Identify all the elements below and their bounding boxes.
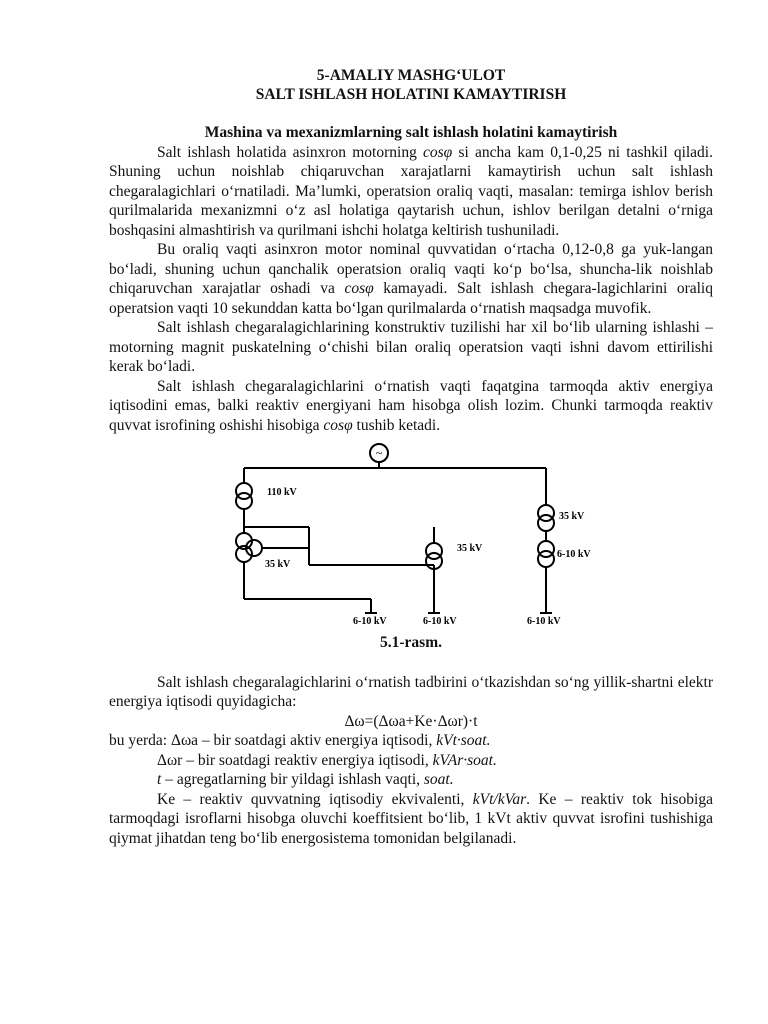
circuit-diagram: [109, 443, 713, 627]
paragraph-1: Salt ishlash holatida asinxron motorning cosφ si ancha kam 0,1-0,25 ni tashkil qiladi. Shuning uchun noishlab chiqaruvchan xarajatlarni kamaytirish uchun salt ishlash chegaralagichlari o‘rnatiladi. Ma’lumki, operatsion oraliq vaqti, masalan: temirga ishlov berish qurilmalarida mexanizmni o‘z asl holatiga qaytarish uchun, ishlov berilgan detalni o‘rniga boshqasini almashtirish va qurilmani ishchi holatga keltirish tushuniladi.: [109, 143, 713, 239]
cosphi-symbol: cosφ: [344, 280, 374, 297]
cosphi-symbol: cosφ: [323, 416, 353, 434]
formula: Δω=(Δωa+Ke·Δωr)·t: [344, 712, 478, 730]
label-110kv: 110 kV: [267, 487, 297, 498]
section-heading: Mashina va mexanizmlarning salt ishlash holatini kamaytirish: [204, 124, 618, 141]
paragraph-3: Salt ishlash chegaralagichlarining konstruktiv tuzilishi har xil bo‘lib ularning ishlashi – motorning magnit puskatelning o‘chishi bilan oraliq operatsion vaqti ishni davom ettirilishi kerak bo‘ladi.: [109, 319, 713, 375]
label-bus-right: 6-10 kV: [527, 616, 561, 627]
document-page: [109, 66, 713, 848]
paragraph-2: Bu oraliq vaqti asinxron motor nominal quvvatidan o‘rtacha 0,12-0,8 ga yuk-langan bo‘ladi, shuning uchun qanchalik operatsion oraliq vaqti ko‘p bo‘lsa, shuncha-lik noishlab chiqaruvchan xarajatlar oshadi va cosφ kamayadi. Salt ishlash chegara-lagichlarini oraliq operatsion vaqti 10 sekunddan katta bo‘lgan qurilmalarda o‘rnatish maqsadga muvofik.: [109, 241, 713, 317]
figure-caption: 5.1-rasm.: [380, 634, 442, 651]
definition-4: Ke – reaktiv quvvatning iqtisodiy ekvivalenti, kVt/kVar. Ke – reaktiv tok hisobiga tarmoqdagi isroflarni hisobga oluvchi koeffitsient bo‘lib, 1 kVt aktiv quvvat isrofini tushishiga qiymat jihatdan teng bo‘lib energosistema tomonidan belgilanadi.: [109, 790, 713, 847]
cosphi-symbol: cosφ: [423, 143, 453, 161]
label-610kv-right-mid: 6-10 kV: [557, 549, 591, 560]
title-line-2: SALT ISHLASH HOLATINI KAMAYTIRISH: [255, 86, 567, 103]
label-35kv-left: 35 kV: [265, 559, 291, 570]
label-bus-left: 6-10 kV: [353, 616, 387, 627]
label-35kv-mid: 35 kV: [457, 543, 483, 554]
circuit-diagram-svg: [109, 443, 713, 627]
label-35kv-right: 35 kV: [559, 511, 585, 522]
label-bus-mid: 6-10 kV: [423, 616, 457, 627]
definition-1: bu yerda: Δωa – bir soatdagi aktiv energiya iqtisodi, kVt·soat.: [109, 732, 491, 749]
definition-3: t – agregatlarning bir yildagi ishlash vaqti, soat.: [157, 771, 454, 788]
definition-2: Δωr – bir soatdagi reaktiv energiya iqtisodi, kVAr·soat.: [157, 751, 497, 769]
title-line-1: 5-AMALIY MASHG‘ULOT: [316, 67, 506, 84]
paragraph-4: Salt ishlash chegaralagichlarini o‘rnatish vaqti faqatgina tarmoqda aktiv energiya iqtisodini emas, balki reaktiv energiyani ham hisobga olish lozim. Chunki tarmoqda reaktiv quvvat isrofining oshishi hisobiga cosφ tushib ketadi.: [109, 377, 713, 434]
paragraph-5: Salt ishlash chegaralagichlarini o‘rnatish tadbirini o‘tkazishdan so‘ng yillik-shartni elektr energiya iqtisodi quyidagicha:: [109, 673, 713, 710]
source-symbol: ~: [375, 446, 383, 460]
